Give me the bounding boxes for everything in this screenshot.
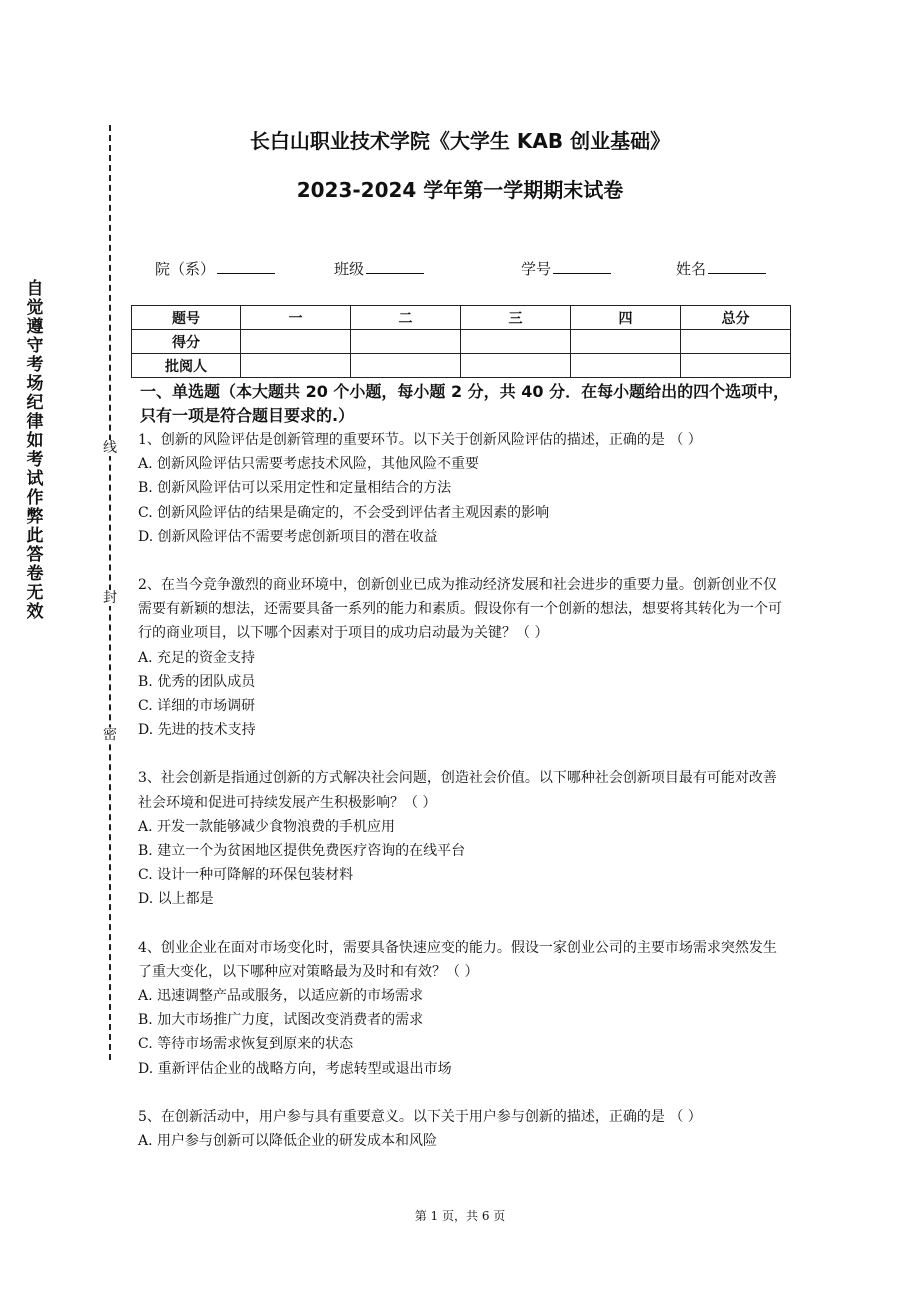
exam-discipline-notice: 自觉遵守考场纪律如考试作弊此答卷无效 (26, 279, 44, 622)
exam-title-line2: 2023-2024 学年第一学期期末试卷 (296, 178, 624, 202)
option-a[interactable]: A. 开发一款能够减少食物浪费的手机应用 (138, 818, 396, 835)
department-label: 院（系） (155, 260, 216, 278)
header-part-1: 一 (241, 306, 351, 330)
question-stem: 4、创业企业在面对市场变化时，需要具备快速应变的能力。假设一家创业公司的主要市场需求突然发生了重大变化，以下哪种应对策略最为及时和有效？（ ） (138, 939, 777, 980)
grader-cell[interactable] (461, 354, 571, 378)
page-footer: 第 1 页，共 6 页 (414, 1209, 506, 1223)
class-blank[interactable] (366, 259, 424, 274)
score-row (132, 330, 791, 354)
name-label: 姓名 (676, 260, 707, 278)
score-table (131, 305, 791, 378)
seal-char-secret: 密 (103, 727, 117, 743)
name-blank[interactable] (708, 259, 766, 274)
option-a[interactable]: A. 充足的资金支持 (138, 649, 256, 666)
question-stem: 3、社会创新是指通过创新的方式解决社会问题，创造社会价值。以下哪种社会创新项目最有可能对改善社会环境和促进可持续发展产生积极影响？（ ） (138, 770, 777, 811)
score-cell[interactable] (461, 330, 571, 354)
question-1 (138, 428, 790, 549)
score-cell[interactable] (241, 330, 351, 354)
header-part-4: 四 (571, 306, 681, 330)
question-stem: 2、在当今竞争激烈的商业环境中，创新创业已成为推动经济发展和社会进步的重要力量。创新创业不仅需要有新颖的想法，还需要具备一系列的能力和素质。假设你有一个创新的想法，想要将其转化为一个可行的商业项目，以下哪个因素对于项目的成功启动最为关键？（ ） (138, 577, 782, 642)
option-a[interactable]: A. 迅速调整产品或服务，以适应新的市场需求 (138, 988, 424, 1005)
seal-char-seal: 封 (103, 590, 117, 606)
question-list (138, 428, 790, 1153)
option-b[interactable]: B. 加大市场推广力度，试图改变消费者的需求 (138, 1012, 424, 1029)
grader-cell[interactable] (351, 354, 461, 378)
seal-char-line: 线 (103, 440, 117, 456)
class-field[interactable] (334, 258, 424, 279)
department-blank[interactable] (217, 259, 275, 274)
score-cell[interactable] (351, 330, 461, 354)
header-total: 总分 (681, 306, 791, 330)
question-stem: 1、创新的风险评估是创新管理的重要环节。以下关于创新风险评估的描述，正确的是 （ ） (138, 432, 702, 448)
option-c[interactable]: C. 等待市场需求恢复到原来的状态 (138, 1036, 354, 1053)
class-label: 班级 (334, 260, 365, 278)
option-b[interactable]: B. 优秀的团队成员 (138, 673, 256, 690)
grader-cell[interactable] (241, 354, 351, 378)
option-d[interactable]: D. 创新风险评估不需要考虑创新项目的潜在收益 (138, 528, 438, 545)
department-field[interactable] (155, 258, 275, 279)
question-4 (138, 936, 790, 1081)
question-5 (138, 1105, 790, 1153)
option-b[interactable]: B. 创新风险评估可以采用定性和定量相结合的方法 (138, 480, 452, 497)
grader-row-label: 批阅人 (132, 354, 241, 378)
grader-cell[interactable] (571, 354, 681, 378)
grader-row (132, 354, 791, 378)
exam-title-line1: 长白山职业技术学院《大学生 KAB 创业基础》 (249, 129, 671, 153)
option-c[interactable]: C. 详细的市场调研 (138, 698, 256, 715)
question-stem: 5、在创新活动中，用户参与具有重要意义。以下关于用户参与创新的描述，正确的是 （ ） (138, 1108, 702, 1125)
option-d[interactable]: D. 以上都是 (138, 891, 214, 908)
option-a[interactable]: A. 用户参与创新可以降低企业的研发成本和风险 (138, 1133, 438, 1150)
score-table-header-row (132, 306, 791, 330)
question-3 (138, 766, 790, 911)
question-2 (138, 573, 790, 742)
student-id-label: 学号 (521, 260, 552, 278)
option-c[interactable]: C. 设计一种可降解的环保包装材料 (138, 867, 354, 884)
score-cell[interactable] (571, 330, 681, 354)
score-cell[interactable] (681, 330, 791, 354)
header-part-3: 三 (461, 306, 571, 330)
section-heading: 一、单选题（本大题共 20 个小题，每小题 2 分，共 40 分．在每小题给出的四个选项中，只有一项是符合题目要求的.） (140, 382, 790, 425)
header-part-2: 二 (351, 306, 461, 330)
header-question-number: 题号 (132, 306, 241, 330)
option-c[interactable]: C. 创新风险评估的结果是确定的，不会受到评估者主观因素的影响 (138, 504, 550, 521)
name-field[interactable] (676, 258, 766, 279)
score-row-label: 得分 (132, 330, 241, 354)
student-id-field[interactable] (521, 258, 611, 279)
option-d[interactable]: D. 先进的技术支持 (138, 722, 256, 739)
option-b[interactable]: B. 建立一个为贫困地区提供免费医疗咨询的在线平台 (138, 843, 466, 860)
option-a[interactable]: A. 创新风险评估只需要考虑技术风险，其他风险不重要 (138, 456, 480, 473)
grader-cell[interactable] (681, 354, 791, 378)
option-d[interactable]: D. 重新评估企业的战略方向，考虑转型或退出市场 (138, 1060, 452, 1077)
student-id-blank[interactable] (553, 259, 611, 274)
